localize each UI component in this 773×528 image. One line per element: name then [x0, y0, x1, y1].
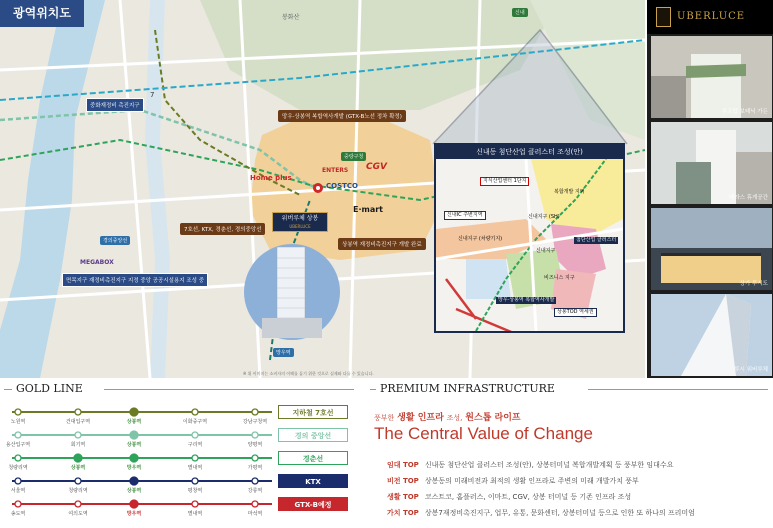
tag-sangbong-complete: 상봉역 재정비촉진지구 개발 완료: [338, 238, 426, 250]
premium-headline: The Central Value of Change: [374, 424, 593, 443]
station-label: 건대입구역: [65, 419, 91, 425]
station-dot: [15, 478, 21, 484]
premium-row-1: [387, 460, 673, 470]
station-dot: [75, 432, 81, 438]
station-label: 강남구청역: [242, 419, 268, 425]
station-dot: [75, 478, 81, 484]
station-dot: [252, 409, 258, 415]
station-label: 평창역: [187, 488, 203, 494]
lead-small: 풍부한: [374, 414, 395, 422]
station-dot: [252, 432, 258, 438]
jungnang-sign: 중랑구청: [341, 152, 366, 161]
row-key-4: 가치 TOP: [387, 509, 419, 517]
mountain-label: 봉화산: [282, 14, 300, 21]
station-dot: [130, 500, 138, 508]
building-label: [272, 212, 328, 232]
row-text-2: 상봉동의 미래비전과 최적의 생활 인프라로 주변의 미래 개발가치 풍부: [424, 477, 639, 485]
premium-row-2: [387, 476, 639, 486]
costco-label: COSTCO: [326, 182, 358, 190]
station-label: 별내역: [187, 465, 203, 471]
brand-name: UBERLUCE: [677, 11, 746, 22]
line-name-badge: 경춘선: [278, 451, 348, 465]
station-dot: [130, 431, 138, 439]
station-dot: [15, 501, 21, 507]
photo-tower: [651, 294, 772, 376]
line-name-badge: GTX-B예정: [278, 497, 348, 511]
inset-label-10: 상봉TOD 역세권: [554, 308, 597, 317]
tag-mangu-complex: 망우·상봉역 복합역사개발 (GTX-B노선 정차 확정): [278, 110, 406, 122]
crown-shield-icon: [656, 7, 671, 27]
photo-caption-1: 루프탑 보태닉 가든: [721, 109, 768, 115]
inset-label-3: 복합개발 지역: [554, 189, 585, 195]
tag-myeonmok: 면목지구 재정비촉진지구 지정 중앙 공공시설용지 조성 중: [62, 273, 208, 287]
gold-line-title: GOLD LINE: [16, 382, 83, 395]
line-name-badge: KTX: [278, 474, 348, 488]
station-label: 구리역: [187, 442, 203, 448]
station-dot: [252, 501, 258, 507]
prem-rule-left: [370, 389, 376, 390]
inset-label-5: 신내지구 (차량기지): [458, 236, 503, 242]
station-dot: [15, 432, 21, 438]
photo-rooftop: [651, 36, 772, 118]
mangu-sign: 망우역: [273, 348, 294, 357]
building-sub: UBERLUCE: [289, 224, 311, 229]
station-dot: [192, 478, 198, 484]
row-key-1: 임대 TOP: [387, 461, 419, 469]
station-label: 회기역: [70, 442, 86, 448]
map-title: 광역위치도: [0, 0, 84, 27]
lead-small2: 조성,: [446, 414, 463, 422]
inset-label-4: 신내지구 (SH): [528, 214, 560, 220]
inset-label-7: 신내지구: [536, 248, 556, 254]
line-name-badge: 지하철 7호선: [278, 405, 348, 419]
station-label: 별내역: [187, 511, 203, 517]
station-label: 망우역: [126, 511, 142, 517]
cluster-inset: [434, 143, 625, 333]
row-text-4: 상봉7재정비촉진지구, 업무, 유통, 문화센터, 상봉터미널 등으로 인한 또 하나의 프리미엄: [424, 509, 695, 517]
lead-mid2: 원스톱 라이프: [465, 413, 521, 423]
station-label: 양평역: [247, 442, 263, 448]
tag-redevelop: 중화재정비 촉진지구: [86, 98, 144, 112]
premium-row-4: [387, 508, 695, 518]
row-text-3: 코스트코, 홈플러스, 이마트, CGV, 상봉 터미널 등 기존 인프라 조성: [424, 493, 632, 501]
row-key-3: 생활 TOP: [387, 493, 419, 501]
premium-title: PREMIUM INFRASTRUCTURE: [380, 382, 555, 395]
station-label: 노원역: [10, 419, 26, 425]
inset-label-9: 망우·상봉역 복합역사개발: [498, 297, 555, 303]
photo-caption-2: 테라스 휴게공간: [729, 195, 768, 201]
tag-lines: 7호선, KTX, 경춘선, 경의중앙선: [180, 223, 265, 235]
premium-row-3: [387, 492, 631, 502]
inset-label-1: 지식산업센터 1단지: [480, 177, 529, 186]
megabox-label: MEGABOX: [80, 259, 114, 266]
inset-label-8: 비즈니스 지구: [544, 275, 575, 281]
station-label: 강릉역: [247, 488, 263, 494]
gold-line-section: [0, 380, 360, 528]
station-dot: [130, 408, 138, 416]
building-name: 위버루체 상봉: [281, 215, 319, 222]
photo-terrace: [651, 122, 772, 204]
photo-retail: [651, 208, 772, 290]
station-dot: [15, 409, 21, 415]
gyeongui-sign: 경의중앙선: [100, 236, 130, 245]
station-label: 서울역: [10, 488, 26, 494]
station-dot: [130, 477, 138, 485]
station-dot: [75, 409, 81, 415]
station-label: 청량리역: [8, 465, 28, 471]
station-dot: [192, 409, 198, 415]
station-dot: [75, 501, 81, 507]
station-label: 용산입구역: [5, 442, 31, 448]
station-label: 청량리역: [68, 488, 88, 494]
lead-mid: 생활 인프라: [397, 413, 444, 423]
station-label: 이화중구역: [182, 419, 208, 425]
photo-caption-3: 상가 투시도: [739, 281, 768, 287]
station-dot: [252, 478, 258, 484]
station-label: 상봉역: [126, 488, 142, 494]
station-label: 상봉역: [70, 465, 86, 471]
station-dot: [192, 432, 198, 438]
image-panel: [647, 0, 773, 378]
premium-section: [362, 380, 773, 528]
emart-label: E·mart: [353, 205, 384, 214]
inset-title: 신내동 첨단산업 클러스터 조성(안): [436, 145, 623, 159]
premium-lead: [374, 410, 521, 423]
station-label: 상봉역: [126, 419, 142, 425]
station-dot: [252, 455, 258, 461]
line-name-badge: 경의 중앙선: [278, 428, 348, 442]
station-label: 마석역: [247, 511, 263, 517]
enters-label: ENTERS: [322, 167, 349, 174]
station-label: 망우역: [126, 465, 142, 471]
inset-label-6: 첨단산업 클러스터: [576, 237, 617, 243]
line7-badge: 7: [150, 91, 155, 99]
row-text-1: 신내동 첨단산업 클러스터 조성(안), 상봉터미널 복합개발계획 등 풍부한 임대수요: [424, 461, 674, 469]
inset-label-2: 신내IC 주변지역: [444, 211, 486, 220]
map-footnote: ※ 위 이미지는 소비자의 이해를 돕기 위한 것으로 실제와 다를 수 있습니다.: [243, 371, 374, 376]
photo-caption-4: 투시 위버루체: [734, 367, 768, 373]
inset-map: [436, 159, 623, 331]
station-dot: [192, 455, 198, 461]
cgv-label: CGV: [366, 162, 387, 172]
station-label: 여의도역: [68, 511, 88, 517]
station-dot: [130, 454, 138, 462]
station-label: 상봉역: [126, 442, 142, 448]
station-dot: [15, 455, 21, 461]
brand-logo: [647, 0, 773, 34]
prem-rule-right: [588, 389, 768, 390]
station-dot: [192, 501, 198, 507]
row-key-2: 비전 TOP: [387, 477, 419, 485]
station-label: 가평역: [247, 465, 263, 471]
station-dot: [74, 454, 82, 462]
shinnae-sign: 신내: [512, 8, 528, 17]
homeplus-label: Home plus: [250, 174, 292, 182]
station-label: 송도역: [10, 511, 26, 517]
